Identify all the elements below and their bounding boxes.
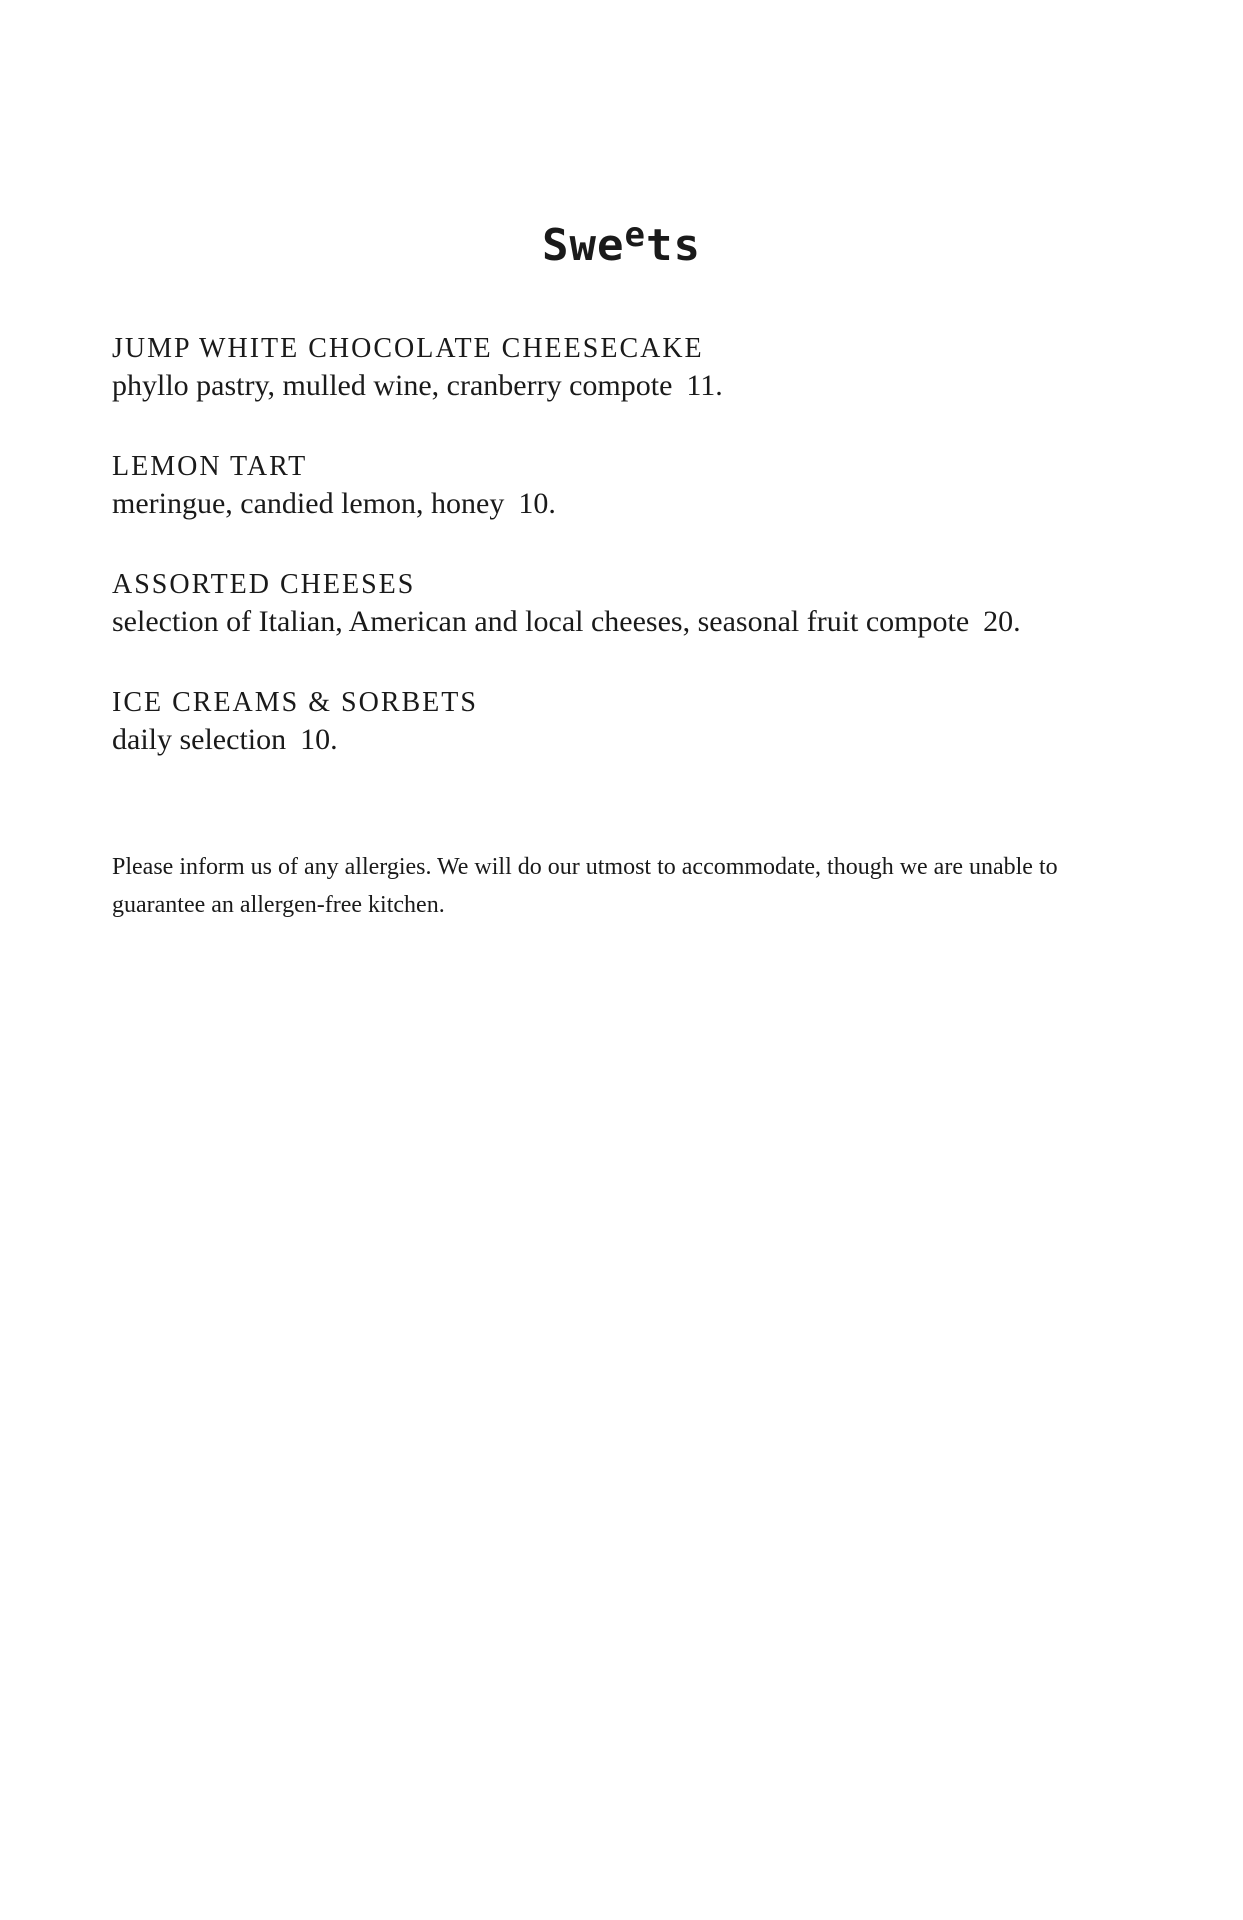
title-part: e bbox=[597, 220, 625, 271]
item-description-line bbox=[112, 485, 1132, 523]
menu-item bbox=[112, 567, 1132, 641]
item-description: meringue, candied lemon, honey bbox=[112, 487, 505, 520]
item-name: ICE CREAMS & SORBETS bbox=[112, 687, 478, 718]
item-description-line bbox=[112, 367, 1132, 405]
item-name: JUMP WHITE CHOCOLATE CHEESECAKE bbox=[112, 333, 704, 364]
item-price: 10. bbox=[300, 723, 338, 756]
menu-item bbox=[112, 685, 1132, 759]
page-title bbox=[0, 215, 1243, 277]
item-name: LEMON TART bbox=[112, 451, 308, 482]
item-description-line bbox=[112, 603, 1132, 641]
menu-item bbox=[112, 331, 1132, 405]
item-price: 11. bbox=[686, 369, 723, 402]
item-name: ASSORTED CHEESES bbox=[112, 569, 416, 600]
item-price: 10. bbox=[518, 487, 556, 520]
menu-item bbox=[112, 449, 1132, 523]
item-description-line bbox=[112, 721, 1132, 759]
allergy-note: Please inform us of any allergies. We will do our utmost to accommodate, though we are unable to guarantee an allergen-free kitchen. bbox=[112, 854, 1058, 918]
title-part: ts bbox=[645, 220, 701, 271]
item-description: phyllo pastry, mulled wine, cranberry compote bbox=[112, 369, 673, 402]
menu-list bbox=[112, 331, 1132, 803]
item-description: daily selection bbox=[112, 723, 287, 756]
title-part: Sw bbox=[542, 220, 597, 271]
item-description: selection of Italian, American and local cheeses, seasonal fruit compote bbox=[112, 605, 970, 638]
item-price: 20. bbox=[983, 605, 1021, 638]
title-raised-letter: e bbox=[624, 215, 646, 255]
